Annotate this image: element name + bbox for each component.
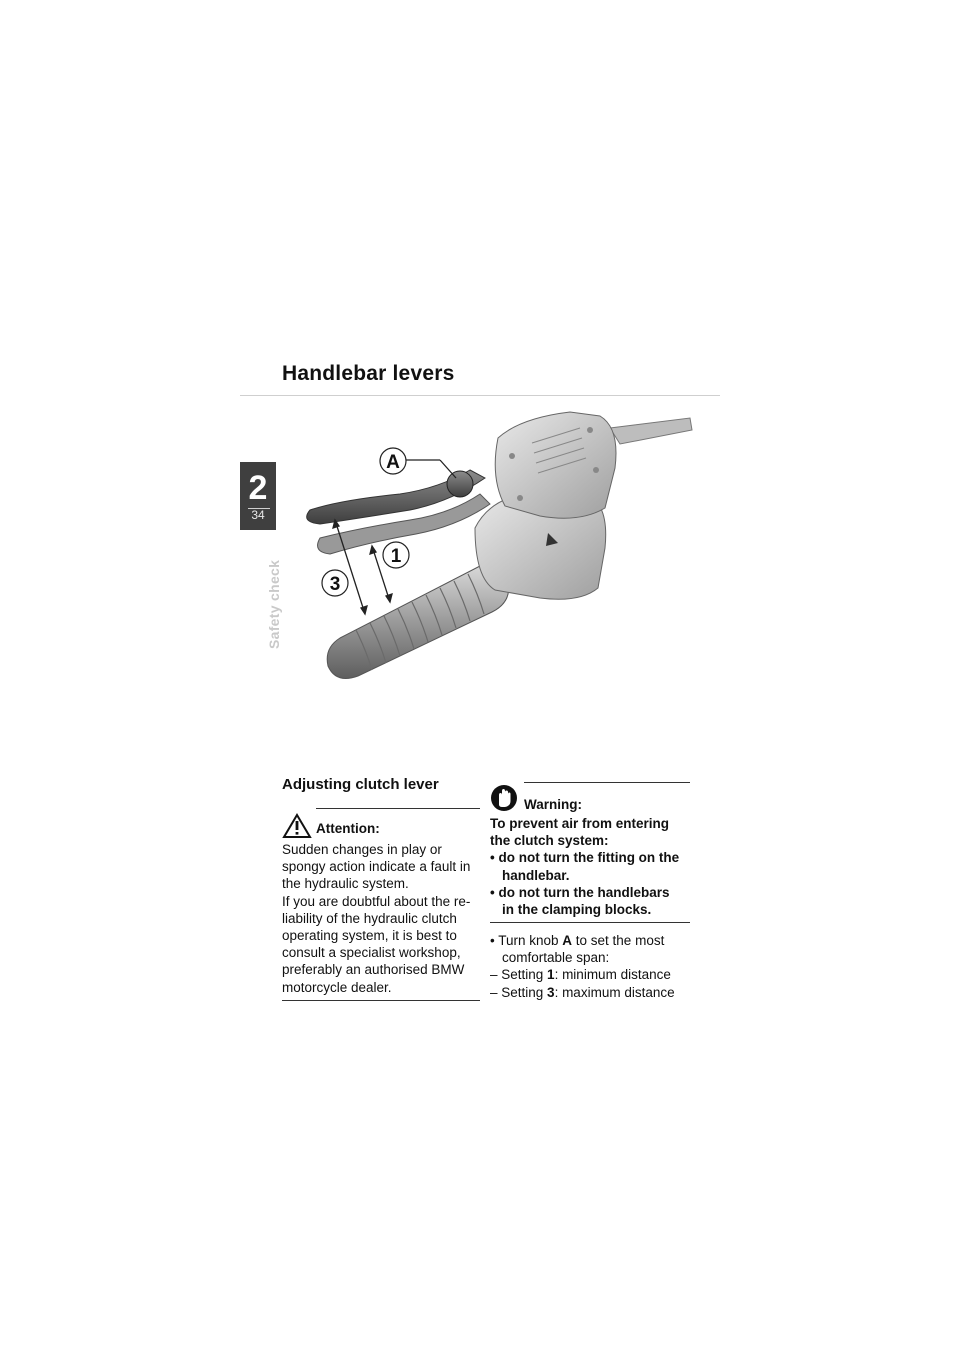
handlebar-illustration: [280, 398, 700, 688]
setting-3-pre: – Setting: [490, 984, 548, 1000]
warning-heading: Warning:: [524, 797, 582, 812]
warning-notice: [490, 782, 690, 923]
instruction-step-cont: comfortable span:: [502, 950, 610, 966]
attention-line: the hydraulic system.: [282, 876, 409, 892]
setting-1: [490, 966, 700, 983]
chapter-label: Safety check: [266, 559, 282, 649]
setting-3-post: : maximum distance: [554, 984, 675, 1000]
stop-hand-icon: [490, 783, 518, 813]
instructions: [490, 932, 700, 1001]
instruction-step: [490, 932, 700, 949]
attention-line: operating system, it is best to: [282, 928, 457, 944]
attention-heading: Attention:: [316, 821, 380, 836]
attention-notice: [282, 808, 480, 1001]
setting-3: [490, 984, 700, 1001]
step-text: • Turn knob: [490, 933, 563, 948]
adjust-knob: [447, 471, 473, 497]
page-title: Handlebar levers: [282, 362, 455, 385]
setting-1-key: 1: [547, 967, 555, 983]
warning-intro-2: the clutch system:: [490, 833, 609, 849]
attention-line: motorcycle dealer.: [282, 979, 392, 995]
step-key: A: [562, 933, 573, 948]
attention-line: spongy action indicate a fault in: [282, 859, 471, 875]
title-divider: [240, 395, 720, 396]
warning-triangle-icon: [282, 813, 312, 839]
page-number: 34: [251, 508, 265, 522]
warning-bullet-2-cont: in the clamping blocks.: [502, 902, 652, 918]
warning-bullet-1: • do not turn the fitting on the: [490, 850, 680, 866]
callout-a: A: [386, 452, 400, 473]
setting-1-post: : minimum distance: [554, 967, 671, 983]
attention-bottom-rule: [282, 1000, 480, 1001]
attention-line: consult a specialist workshop,: [282, 945, 461, 961]
section-title: Adjusting clutch lever: [282, 776, 439, 793]
attention-line: If you are doubtful about the re-: [282, 893, 471, 909]
chapter-number: 2: [248, 469, 268, 507]
warning-bullet-1-cont: handlebar.: [502, 867, 570, 883]
attention-line: preferably an authorised BMW: [282, 962, 465, 978]
attention-line: Sudden changes in play or: [282, 842, 442, 857]
attention-line: liability of the hydraulic clutch: [282, 910, 457, 926]
reservoir: [495, 412, 616, 518]
warning-bottom-rule: [490, 922, 690, 923]
step-text-post: to set the most: [572, 933, 665, 948]
callout-1: 1: [390, 546, 402, 567]
warning-intro: To prevent air from entering: [490, 816, 670, 831]
setting-3-key: 3: [547, 984, 555, 1000]
setting-1-pre: – Setting: [490, 967, 548, 983]
callout-3: 3: [329, 574, 341, 595]
warning-bullet-2: • do not turn the handlebars: [490, 884, 670, 900]
